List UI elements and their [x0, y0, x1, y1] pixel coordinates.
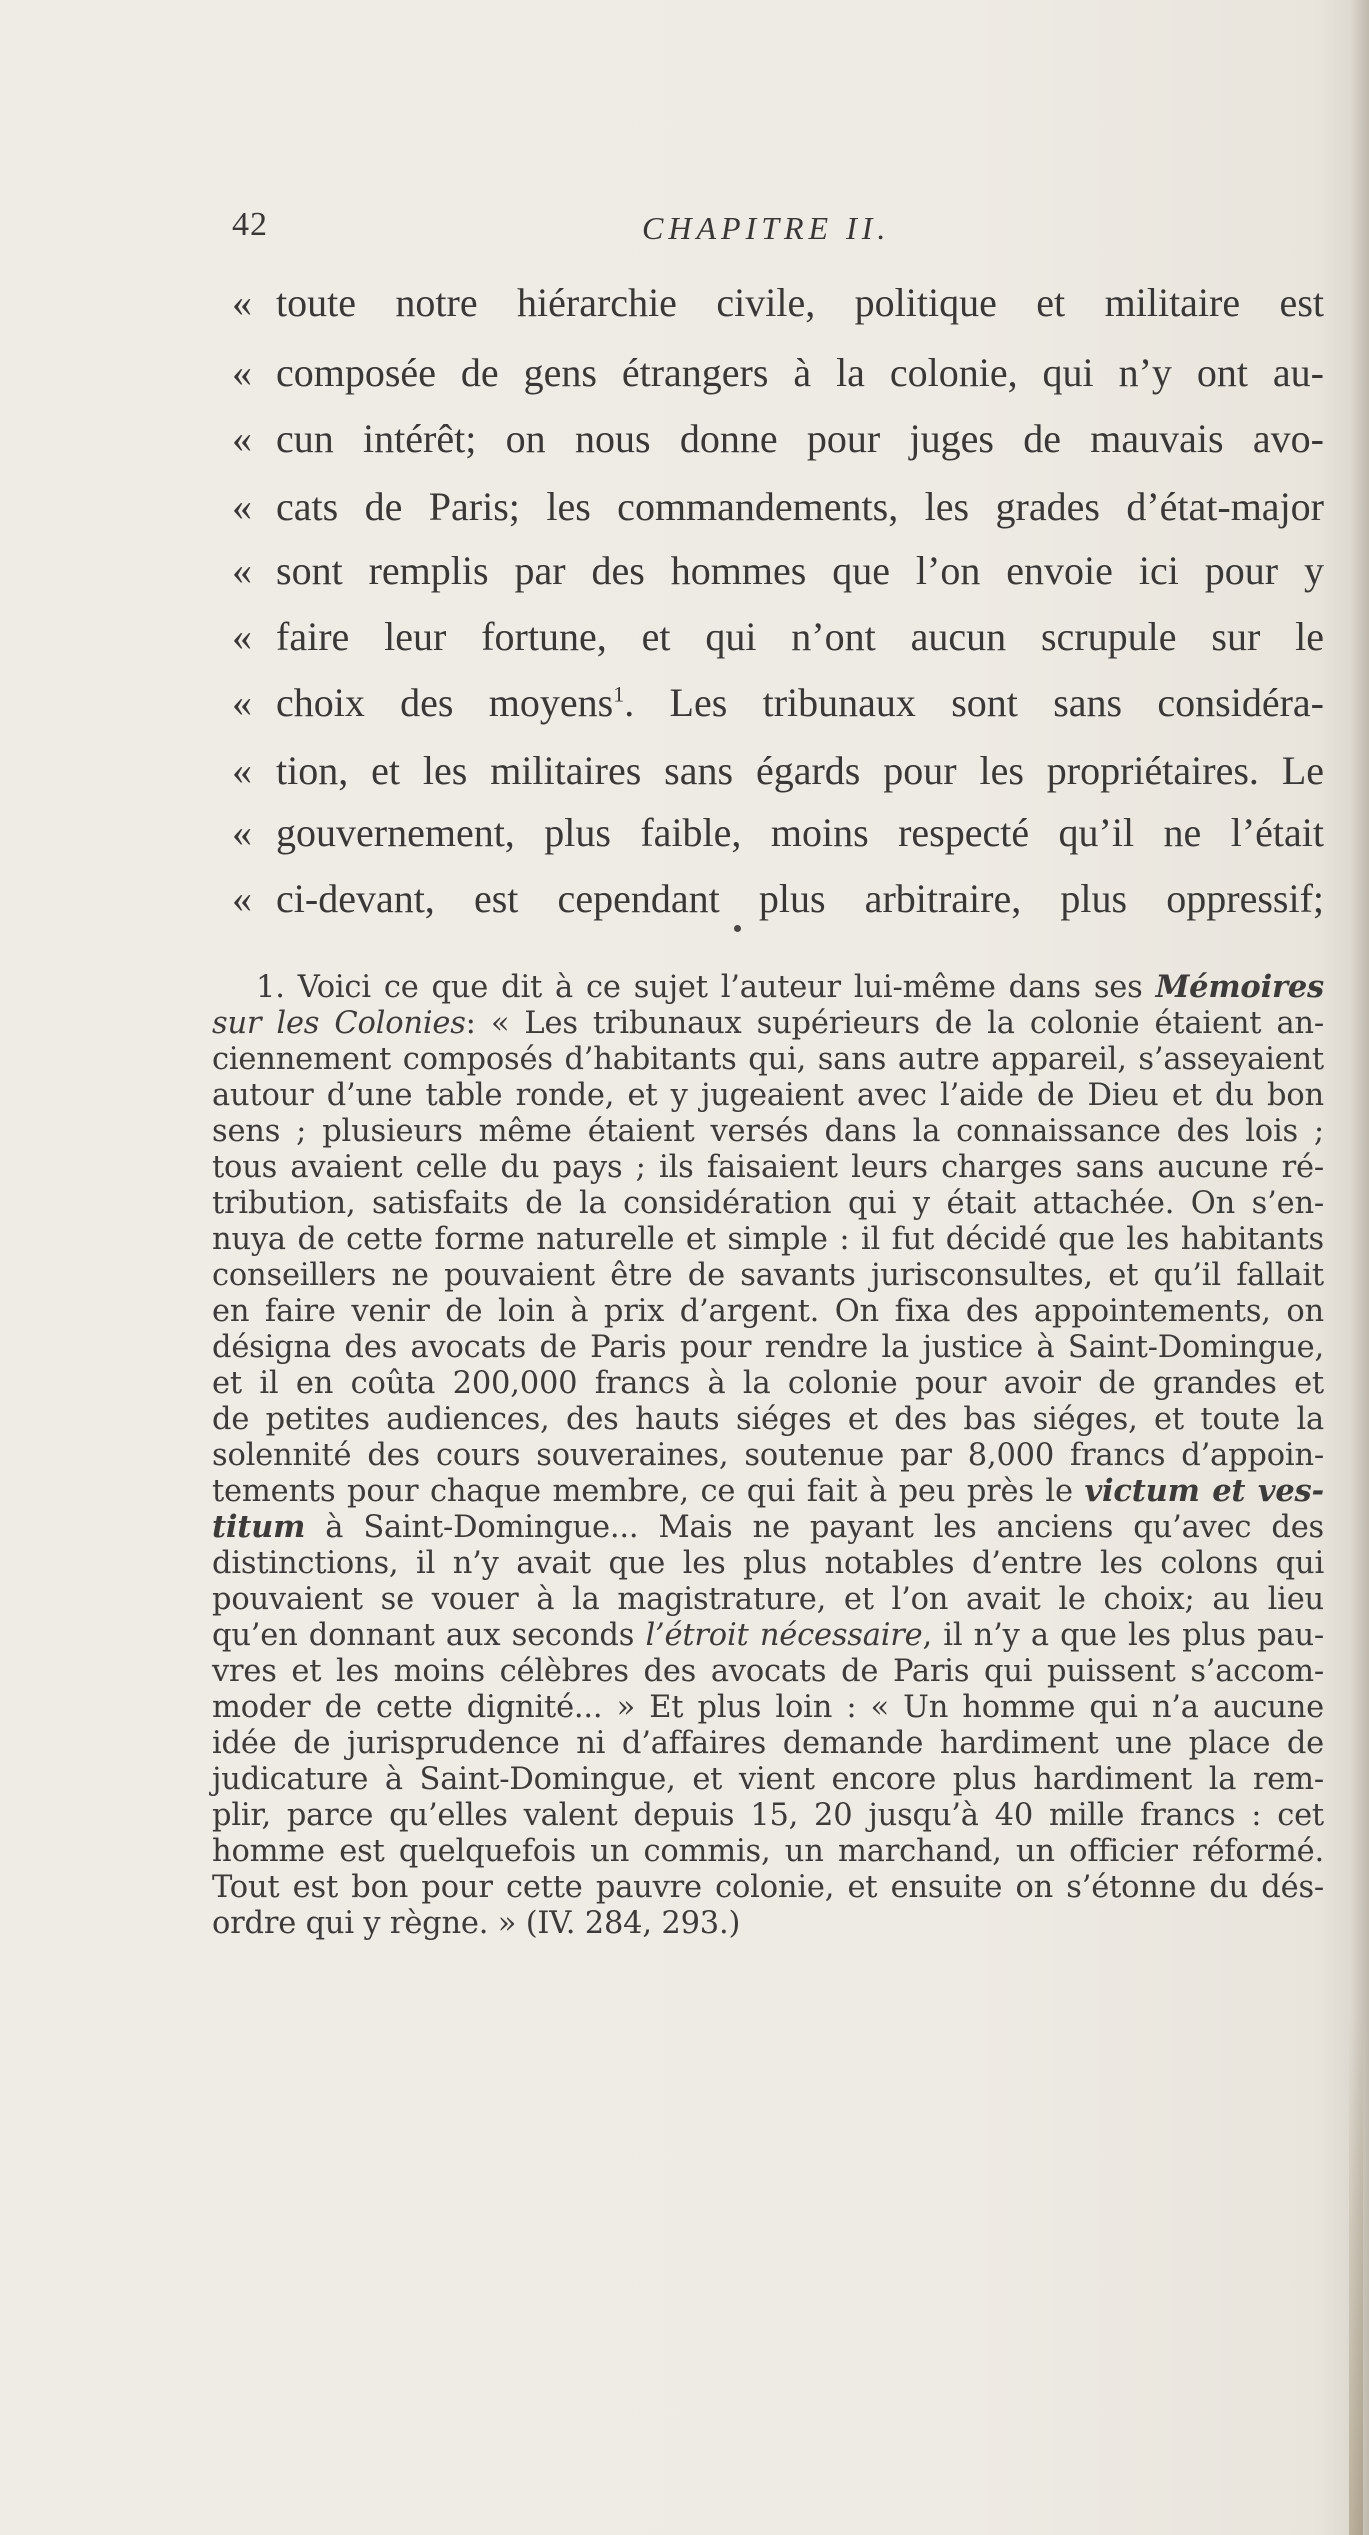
- quote-line-text: faire leur fortune, et qui n’ont aucun scrupule sur le: [276, 614, 1324, 659]
- footnote-line: pouvaient se vouer à la magistrature, et l’on avait le choix; au lieu: [212, 1582, 1324, 1617]
- guillemet: «: [232, 416, 252, 461]
- footnote-line: [256, 970, 1324, 1006]
- footnote-text: Voici ce que dit à ce sujet l’auteur lui-même dans ses: [297, 970, 1143, 1005]
- footnote-text: tements pour chaque membre, ce qui fait à peu près le: [212, 1474, 1073, 1509]
- footnote-line: judicature à Saint-Domingue, et vient encore plus hardiment la rem-: [212, 1762, 1324, 1797]
- quote-line-text-part: choix des moyens: [276, 680, 614, 725]
- footnote-line: Tout est bon pour cette pauvre colonie, et ensuite on s’étonne du dés-: [212, 1870, 1324, 1905]
- footnote-line: nuya de cette forme naturelle et simple : il fut décidé que les habitants: [212, 1222, 1324, 1257]
- quote-line: [232, 484, 1324, 530]
- quote-line: [232, 350, 1324, 396]
- guillemet: «: [232, 876, 252, 921]
- quote-line: [232, 876, 1324, 922]
- footnote-line: autour d’une table ronde, et y jugeaient avec l’aide de Dieu et du bon: [212, 1078, 1324, 1113]
- guillemet: «: [232, 350, 252, 395]
- footnote-text: à Saint-Domingue... Mais ne payant les anciens qu’avec des: [325, 1510, 1324, 1545]
- quote-line: [232, 748, 1324, 794]
- footnote-reference: 1: [613, 681, 625, 707]
- footnote-line: sens ; plusieurs même étaient versés dans la connaissance des lois ;: [212, 1114, 1324, 1149]
- quote-line: [232, 680, 1324, 726]
- footnote-line: de petites audiences, des hauts siéges et des bas siéges, et toute la: [212, 1402, 1324, 1437]
- quote-line-text: cats de Paris; les commandements, les grades d’état-major: [276, 484, 1324, 529]
- quote-line: [232, 416, 1324, 462]
- footnote-line: conseillers ne pouvaient être de savants jurisconsultes, et qu’il fallait: [212, 1258, 1324, 1293]
- footnote-line: [212, 1510, 1324, 1546]
- latin-phrase: titum: [212, 1509, 306, 1545]
- footnote-line: ciennement composés d’habitants qui, sans autre appareil, s’asseyaient: [212, 1042, 1324, 1077]
- footnote-line: en faire venir de loin à prix d’argent. On fixa des appointements, on: [212, 1294, 1324, 1329]
- quote-line-text: cun intérêt; on nous donne pour juges de mauvais avo-: [276, 416, 1324, 461]
- footnote-line: [212, 1474, 1324, 1510]
- quote-line: [232, 280, 1324, 326]
- footnote-line: moder de cette dignité... » Et plus loin : « Un homme qui n’a aucune: [212, 1690, 1324, 1725]
- guillemet: «: [232, 484, 252, 529]
- footnote-line: [212, 1006, 1324, 1042]
- work-title: Mémoires: [1155, 969, 1325, 1005]
- footnote-line: désigna des avocats de Paris pour rendre la justice à Saint-Domingue,: [212, 1330, 1324, 1365]
- latin-phrase: victum et ves-: [1084, 1473, 1324, 1509]
- quote-line-text-part: . Les tribunaux sont sans considéra-: [624, 680, 1325, 725]
- guillemet: «: [232, 614, 252, 659]
- quote-line-text: tion, et les militaires sans égards pour les propriétaires. Le: [276, 748, 1324, 793]
- footnote-line: idée de jurisprudence ni d’affaires demande hardiment une place de: [212, 1726, 1324, 1761]
- page-edge-stain: [1349, 2015, 1363, 2535]
- page-number: 42: [232, 206, 268, 243]
- footnote-line: distinctions, il n’y avait que les plus notables d’entre les colons qui: [212, 1546, 1324, 1581]
- quote-line-text: ci-devant, est cependant plus arbitraire, plus oppressif;: [276, 876, 1324, 921]
- quote-line-text: composée de gens étrangers à la colonie, qui n’y ont au-: [276, 350, 1324, 395]
- footnote-line: vres et les moins célèbres des avocats de Paris qui puissent s’accom-: [212, 1654, 1324, 1689]
- quote-line-text: toute notre hiérarchie civile, politique et militaire est: [276, 280, 1324, 325]
- footnote-line: [212, 1618, 1324, 1654]
- footnote-text: qu’en donnant aux seconds: [212, 1618, 635, 1653]
- footnote-line: tribution, satisfaits de la considération qui y était attachée. On s’en-: [212, 1186, 1324, 1221]
- footnote-line: plir, parce qu’elles valent depuis 15, 20 jusqu’à 40 mille francs : cet: [212, 1798, 1324, 1833]
- work-title: sur les Colonies: [212, 1006, 466, 1041]
- separator-dot: [734, 925, 741, 932]
- footnote-line: solennité des cours souveraines, soutenue par 8,000 francs d’appoin-: [212, 1438, 1324, 1473]
- footnote-number: 1.: [256, 970, 285, 1005]
- quote-line: [232, 614, 1324, 660]
- guillemet: «: [232, 748, 252, 793]
- quote-line: [232, 548, 1324, 594]
- guillemet: «: [232, 680, 252, 725]
- quote-line-text: [276, 680, 1324, 726]
- footnote-line: et il en coûta 200,000 francs à la colonie pour avoir de grandes et: [212, 1366, 1324, 1401]
- footnote-line: tous avaient celle du pays ; ils faisaient leurs charges sans aucune ré-: [212, 1150, 1324, 1185]
- footnote-line: ordre qui y règne. » (IV. 284, 293.): [212, 1906, 741, 1941]
- footnote-text: : « Les tribunaux supérieurs de la colonie étaient an-: [465, 1006, 1324, 1041]
- running-head: CHAPITRE II.: [642, 210, 891, 246]
- page-header: [232, 206, 1322, 246]
- footnote-line: homme est quelquefois un commis, un marchand, un officier réformé.: [212, 1834, 1324, 1869]
- guillemet: «: [232, 280, 252, 325]
- quote-line-text: gouvernement, plus faible, moins respecté qu’il ne l’était: [276, 810, 1324, 855]
- guillemet: «: [232, 548, 252, 593]
- quote-line-text: sont remplis par des hommes que l’on envoie ici pour y: [276, 548, 1324, 593]
- emphasized-phrase: l’étroit nécessaire: [645, 1618, 923, 1653]
- quote-line: [232, 810, 1324, 856]
- footnote-text: , il n’y a que les plus pau-: [922, 1618, 1324, 1653]
- guillemet: «: [232, 810, 252, 855]
